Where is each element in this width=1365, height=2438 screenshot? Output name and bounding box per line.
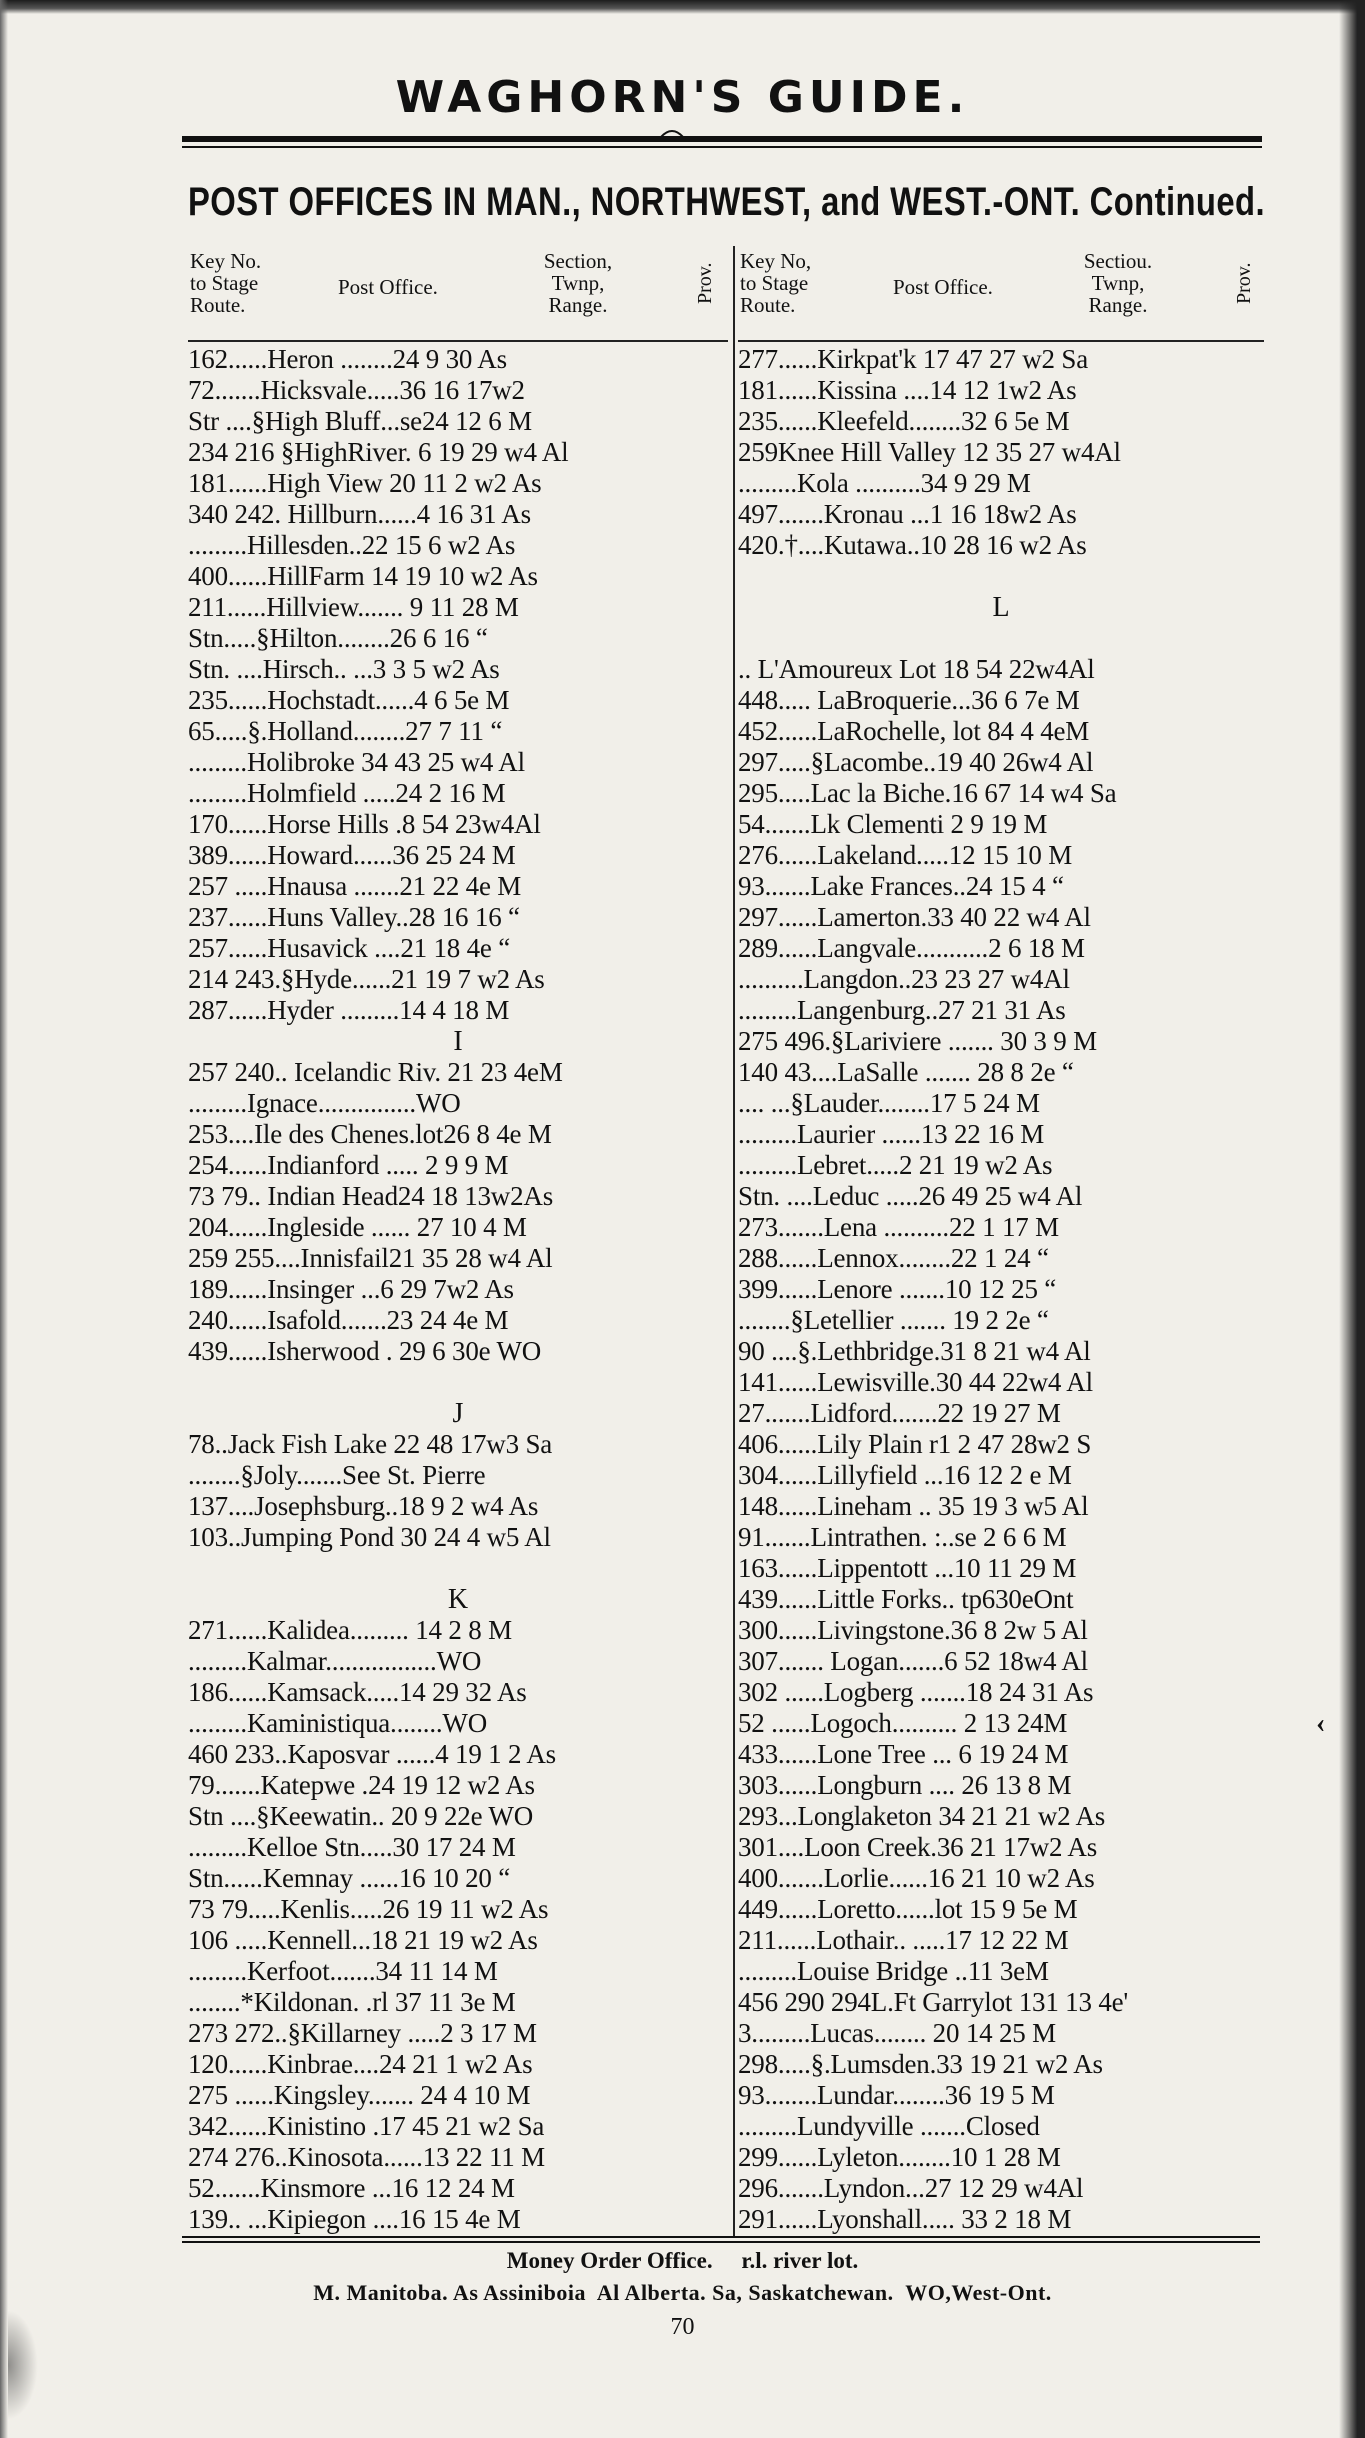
post-office-entry: 400.......Lorlie......16 21 10 w2 As — [738, 1863, 1095, 1893]
section-header: Section, Twnp, Range. — [543, 249, 613, 317]
post-office-entry: 301....Loon Creek.36 21 17w2 As — [738, 1832, 1098, 1862]
post-office-entry: 302 ......Logberg .......18 24 31 As — [738, 1677, 1094, 1707]
post-office-entry: ..........Langdon..23 23 27 w4Al — [738, 964, 1070, 994]
right-column-header — [738, 246, 1264, 342]
post-office-entry: Stn......Kemnay ......16 10 20 “ — [188, 1863, 511, 1893]
bottom-rule — [182, 2236, 1260, 2243]
post-office-entry: 214 243.§Hyde......21 19 7 w2 As — [188, 964, 545, 994]
post-office-entry: 273.......Lena ..........22 1 17 M — [738, 1212, 1059, 1242]
guide-title: WAGHORN'S GUIDE. — [395, 72, 970, 123]
post-office-entry: 497.......Kronau ...1 16 18w2 As — [738, 499, 1077, 529]
post-office-entry: .........Kola ..........34 9 29 M — [738, 468, 1031, 498]
post-office-entry: 303......Longburn .... 26 13 8 M — [738, 1770, 1072, 1800]
post-office-entry: 253....Ile des Chenes.lot26 8 4e M — [188, 1119, 552, 1149]
post-office-entry: 400......HillFarm 14 19 10 w2 As — [188, 561, 538, 591]
post-office-entry: 237......Huns Valley..28 16 16 “ — [188, 902, 520, 932]
right-entries — [738, 342, 1264, 2235]
post-office-entry: 78..Jack Fish Lake 22 48 17w3 Sa — [188, 1429, 553, 1459]
post-office-entry: 289......Langvale...........2 6 18 M — [738, 933, 1085, 963]
post-office-entry: .........Laurier ......13 22 16 M — [738, 1119, 1045, 1149]
post-office-entry: 54.......Lk Clementi 2 9 19 M — [738, 809, 1048, 839]
post-office-header: Post Office. — [338, 275, 438, 299]
post-office-entry: 304......Lillyfield ...16 12 2 e M — [738, 1460, 1072, 1490]
scan-edge-top — [0, 0, 1365, 14]
spacer — [738, 623, 1264, 654]
post-office-entry: .........Holibroke 34 43 25 w4 Al — [188, 747, 525, 777]
post-office-entry: 296.......Lyndon...27 12 29 w4Al — [738, 2173, 1084, 2203]
prov-header: Prov. — [1233, 262, 1255, 304]
post-office-entry: 299......Lyleton........10 1 28 M — [738, 2142, 1061, 2172]
post-office-entry: 235......Kleefeld........32 6 5e M — [738, 406, 1070, 436]
post-office-entry: .... ...§Lauder........17 5 24 M — [738, 1088, 1040, 1118]
post-office-entry: 52.......Kinsmore ...16 12 24 M — [188, 2173, 515, 2203]
post-office-entry: 297.....§Lacombe..19 40 26w4 Al — [738, 747, 1094, 777]
post-office-entry: 73 79.. Indian Head24 18 13w2As — [188, 1181, 553, 1211]
post-office-entry: 288......Lennox........22 1 24 “ — [738, 1243, 1049, 1273]
post-office-entry: 433......Lone Tree ... 6 19 24 M — [738, 1739, 1069, 1769]
prov-header: Prov. — [694, 262, 716, 304]
post-office-entry: 137....Josephsburg..18 9 2 w4 As — [188, 1491, 539, 1521]
ornament-icon — [660, 128, 684, 140]
post-office-entry: 120......Kinbrae....24 21 1 w2 As — [188, 2049, 533, 2079]
post-office-entry: 274 276..Kinosota......13 22 11 M — [188, 2142, 545, 2172]
post-office-entry: 65.....§.Holland........27 7 11 “ — [188, 716, 503, 746]
post-office-entry: 79.......Katepwe .24 19 12 w2 As — [188, 1770, 535, 1800]
post-office-entry: Str ....§High Bluff...se24 12 6 M — [188, 406, 532, 436]
letter-heading: I — [453, 1026, 463, 1057]
post-office-entry: 257......Husavick ....21 18 4e “ — [188, 933, 511, 963]
post-office-entry: .........Ignace...............WO — [188, 1088, 461, 1118]
post-office-entry: 93........Lundar........36 19 5 M — [738, 2080, 1055, 2110]
post-office-entry: 90 ....§.Lethbridge.31 8 21 w4 Al — [738, 1336, 1091, 1366]
post-office-entry: 298.....§.Lumsden.33 19 21 w2 As — [738, 2049, 1103, 2079]
section-title: POST OFFICES IN MAN., NORTHWEST, and WEST.-ONT. Continued. — [188, 180, 1266, 224]
section-header: Sectiou. Twnp, Range. — [1083, 249, 1153, 317]
letter-heading: K — [447, 1584, 469, 1615]
legend-line-1: Money Order Office. r.l. river lot. — [506, 2248, 859, 2273]
post-office-entry: 27.......Lidford.......22 19 27 M — [738, 1398, 1061, 1428]
post-office-entry: 235......Hochstadt......4 6 5e M — [188, 685, 510, 715]
post-office-entry: .........Lundyville .......Closed — [738, 2111, 1040, 2141]
post-office-entry: ........§Letellier ....... 19 2 2e “ — [738, 1305, 1049, 1335]
spacer — [188, 1367, 728, 1398]
post-office-entry: ........*Kildonan. .rl 37 11 3e M — [188, 1987, 516, 2017]
post-office-entry: 181......High View 20 11 2 w2 As — [188, 468, 542, 498]
spacer — [188, 1553, 728, 1584]
post-office-entry: 72.......Hicksvale.....36 16 17w2 — [188, 375, 525, 405]
post-office-entry: 103..Jumping Pond 30 24 4 w5 Al — [188, 1522, 551, 1552]
post-office-entry: .........Langenburg..27 21 31 As — [738, 995, 1066, 1025]
post-office-entry: .. L'Amoureux Lot 18 54 22w4Al — [738, 654, 1095, 684]
post-office-entry: 259 255....Innisfail21 35 28 w4 Al — [188, 1243, 553, 1273]
post-office-entry: 211......Lothair.. .....17 12 22 M — [738, 1925, 1069, 1955]
key-no-header: Key No. to Stage Route. — [190, 249, 262, 317]
margin-mark: ‹ — [1316, 1708, 1326, 1739]
scan-edge-right — [1339, 0, 1365, 2438]
post-office-entry: 148......Lineham .. 35 19 3 w5 Al — [738, 1491, 1089, 1521]
post-office-entry: 448..... LaBroquerie...36 6 7e M — [738, 685, 1080, 715]
post-office-entry: 257 240.. Icelandic Riv. 21 23 4eM — [188, 1057, 563, 1087]
post-office-entry: 276......Lakeland.....12 15 10 M — [738, 840, 1073, 870]
page-number: 70 — [670, 2314, 695, 2340]
post-office-entry: 73 79.....Kenlis.....26 19 11 w2 As — [188, 1894, 549, 1924]
post-office-entry: 293...Longlaketon 34 21 21 w2 As — [738, 1801, 1106, 1831]
post-office-entry: 140 43....LaSalle ....... 28 8 2e “ — [738, 1057, 1074, 1087]
letter-heading: J — [452, 1398, 464, 1429]
left-column-header — [188, 246, 728, 342]
post-office-entry: 3.........Lucas........ 20 14 25 M — [738, 2018, 1056, 2048]
post-office-entry: 456 290 294L.Ft Garrylot 131 13 4e' — [738, 1987, 1129, 2017]
post-office-entry: 420.†....Kutawa..10 28 16 w2 As — [738, 530, 1087, 560]
post-office-entry: 259Knee Hill Valley 12 35 27 w4Al — [738, 437, 1121, 467]
title-rule — [182, 136, 1262, 148]
scan-edge-left — [0, 0, 8, 2438]
post-office-entry: 273 272..§Killarney .....2 3 17 M — [188, 2018, 537, 2048]
post-office-entry: .........Louise Bridge ..11 3eM — [738, 1956, 1049, 1986]
post-office-entry: 342......Kinistino .17 45 21 w2 Sa — [188, 2111, 545, 2141]
post-office-entry: 271......Kalidea......... 14 2 8 M — [188, 1615, 512, 1645]
post-office-entry: Stn. ....Hirsch.. ...3 3 5 w2 As — [188, 654, 500, 684]
left-entries — [188, 342, 728, 2235]
post-office-entry: 254......Indianford ..... 2 9 9 M — [188, 1150, 509, 1180]
post-office-entry: 91.......Lintrathen. :..se 2 6 6 M — [738, 1522, 1067, 1552]
post-office-entry: 452......LaRochelle, lot 84 4 4eM — [738, 716, 1090, 746]
post-office-entry: .........Kerfoot.......34 11 14 M — [188, 1956, 498, 1986]
post-office-entry: 297......Lamerton.33 40 22 w4 Al — [738, 902, 1091, 932]
post-office-entry: 275 496.§Lariviere ....... 30 3 9 M — [738, 1026, 1097, 1056]
post-office-entry: 163......Lippentott ...10 11 29 M — [738, 1553, 1077, 1583]
post-office-entry: 204......Ingleside ...... 27 10 4 M — [188, 1212, 527, 1242]
legend-line-2: M. Manitoba. As Assiniboia Al Alberta. Sa, Saskatchewan. WO,West-Ont. — [313, 2280, 1052, 2305]
post-office-entry: 307....... Logan.......6 52 18w4 Al — [738, 1646, 1088, 1676]
post-office-header: Post Office. — [893, 275, 993, 299]
post-office-entry: 277......Kirkpat'k 17 47 27 w2 Sa — [738, 344, 1088, 374]
post-office-entry: 162......Heron ........24 9 30 As — [188, 344, 507, 374]
post-office-entry: 186......Kamsack.....14 29 32 As — [188, 1677, 527, 1707]
post-office-entry: 340 242. Hillburn......4 16 31 As — [188, 499, 531, 529]
post-office-entry: 52 ......Logoch.......... 2 13 24M — [738, 1708, 1068, 1738]
post-office-entry: 449......Loretto......lot 15 9 5e M — [738, 1894, 1078, 1924]
scan-smudge — [8, 2310, 38, 2420]
post-office-entry: 181......Kissina ....14 12 1w2 As — [738, 375, 1077, 405]
post-office-entry: Stn. ....Leduc .....26 49 25 w4 Al — [738, 1181, 1083, 1211]
post-office-entry: .........Kalmar.................WO — [188, 1646, 482, 1676]
post-office-entry: 300......Livingstone.36 8 2w 5 Al — [738, 1615, 1088, 1645]
post-office-entry: 106 .....Kennell...18 21 19 w2 As — [188, 1925, 538, 1955]
left-column — [188, 246, 728, 2235]
post-office-entry: 295.....Lac la Biche.16 67 14 w4 Sa — [738, 778, 1117, 808]
column-divider — [733, 246, 735, 2236]
post-office-entry: 141......Lewisville.30 44 22w4 Al — [738, 1367, 1093, 1397]
spacer — [738, 561, 1264, 592]
post-office-entry: 170......Horse Hills .8 54 23w4Al — [188, 809, 541, 839]
key-no-header: Key No, to Stage Route. — [740, 249, 812, 317]
letter-heading: L — [992, 592, 1010, 623]
post-office-entry: .........Holmfield .....24 2 16 M — [188, 778, 506, 808]
post-office-entry: 439......Little Forks.. tp630eOnt — [738, 1584, 1074, 1614]
post-office-entry: 211......Hillview....... 9 11 28 M — [188, 592, 519, 622]
post-office-entry: 439......Isherwood . 29 6 30e WO — [188, 1336, 542, 1366]
post-office-entry: 93.......Lake Frances..24 15 4 “ — [738, 871, 1064, 901]
post-office-entry: 291......Lyonshall..... 33 2 18 M — [738, 2204, 1072, 2234]
post-office-entry: 257 .....Hnausa .......21 22 4e M — [188, 871, 522, 901]
post-office-entry: 460 233..Kaposvar ......4 19 1 2 As — [188, 1739, 556, 1769]
post-office-entry: 275 ......Kingsley....... 24 4 10 M — [188, 2080, 531, 2110]
right-column — [738, 246, 1264, 2235]
post-office-entry: 139.. ...Kipiegon ....16 15 4e M — [188, 2204, 521, 2234]
post-office-entry: Stn ....§Keewatin.. 20 9 22e WO — [188, 1801, 533, 1831]
post-office-entry: 287......Hyder .........14 4 18 M — [188, 995, 510, 1025]
post-office-entry: .........Kelloe Stn.....30 17 24 M — [188, 1832, 516, 1862]
post-office-entry: 240......Isafold.......23 24 4e M — [188, 1305, 509, 1335]
post-office-entry: 406......Lily Plain r1 2 47 28w2 S — [738, 1429, 1092, 1459]
post-office-entry: 399......Lenore .......10 12 25 “ — [738, 1274, 1057, 1304]
post-office-entry: ........§Joly.......See St. Pierre — [188, 1460, 486, 1490]
post-office-entry: Stn.....§Hilton........26 6 16 “ — [188, 623, 488, 653]
post-office-entry: 389......Howard......36 25 24 M — [188, 840, 516, 870]
post-office-entry: .........Lebret.....2 21 19 w2 As — [738, 1150, 1053, 1180]
post-office-entry: 234 216 §HighRiver. 6 19 29 w4 Al — [188, 437, 569, 467]
post-office-entry: 189......Insinger ...6 29 7w2 As — [188, 1274, 514, 1304]
post-office-entry: .........Hillesden..22 15 6 w2 As — [188, 530, 516, 560]
post-office-entry: .........Kaministiqua........WO — [188, 1708, 488, 1738]
